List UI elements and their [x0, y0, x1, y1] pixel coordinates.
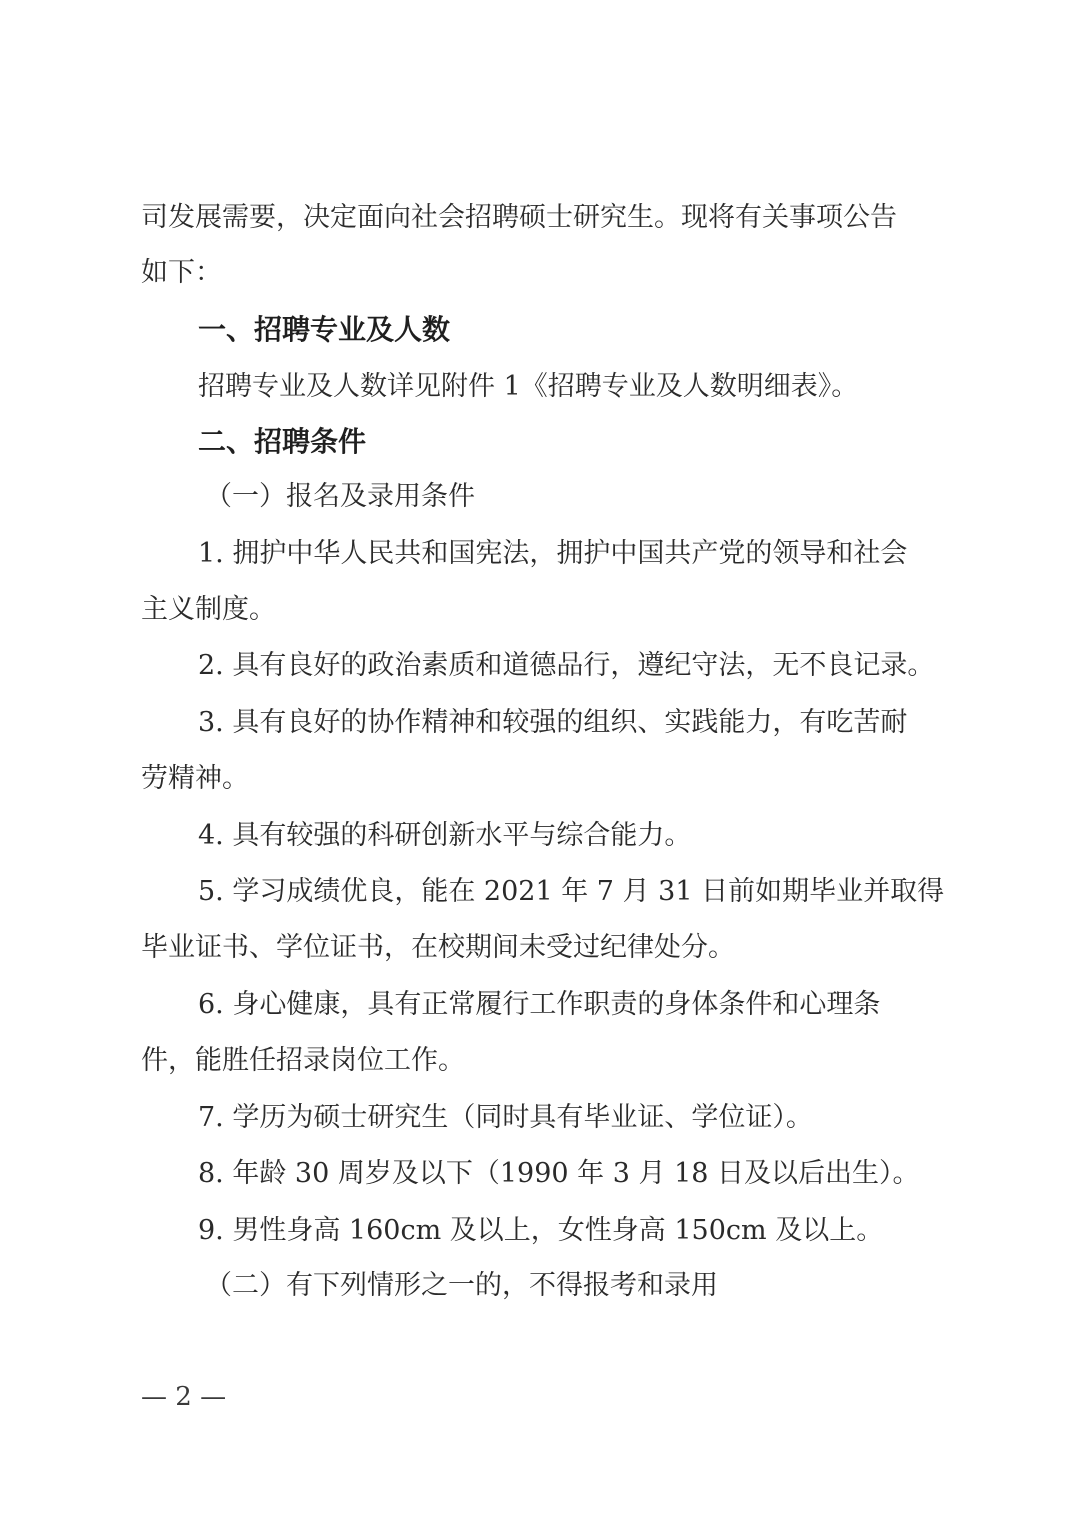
paragraph-line: 如下： [141, 257, 222, 288]
list-item: 7. 学历为硕士研究生（同时具有毕业证、学位证）。 [198, 1102, 813, 1133]
section-heading: 二、招聘条件 [198, 425, 367, 458]
list-item: 4. 具有较强的科研创新水平与综合能力。 [198, 820, 692, 851]
page-number: — 2 — [141, 1382, 227, 1412]
paragraph-line: 司发展需要，决定面向社会招聘硕士研究生。现将有关事项公告 [141, 202, 897, 233]
list-item: 9. 男性身高 160cm 及以上，女性身高 150cm 及以上。 [198, 1215, 884, 1246]
subsection-heading: （一）报名及录用条件 [205, 481, 475, 512]
list-item-continuation: 劳精神。 [141, 763, 249, 794]
list-item: 6. 身心健康，具有正常履行工作职责的身体条件和心理条 [198, 989, 881, 1020]
list-item: 3. 具有良好的协作精神和较强的组织、实践能力，有吃苦耐 [198, 707, 908, 738]
list-item-continuation: 毕业证书、学位证书，在校期间未受过纪律处分。 [141, 932, 735, 963]
subsection-heading: （二）有下列情形之一的，不得报考和录用 [205, 1270, 718, 1301]
list-item: 8. 年龄 30 周岁及以下（1990 年 3 月 18 日及以后出生）。 [198, 1158, 920, 1189]
list-item-continuation: 件，能胜任招录岗位工作。 [141, 1045, 465, 1076]
list-item: 1. 拥护中华人民共和国宪法，拥护中国共产党的领导和社会 [198, 538, 908, 569]
section-heading: 一、招聘专业及人数 [198, 313, 451, 346]
list-item: 2. 具有良好的政治素质和道德品行，遵纪守法，无不良记录。 [198, 650, 935, 681]
section-body: 招聘专业及人数详见附件 1《招聘专业及人数明细表》。 [198, 371, 859, 402]
list-item-continuation: 主义制度。 [141, 594, 276, 625]
list-item: 5. 学习成绩优良，能在 2021 年 7 月 31 日前如期毕业并取得 [198, 876, 945, 907]
